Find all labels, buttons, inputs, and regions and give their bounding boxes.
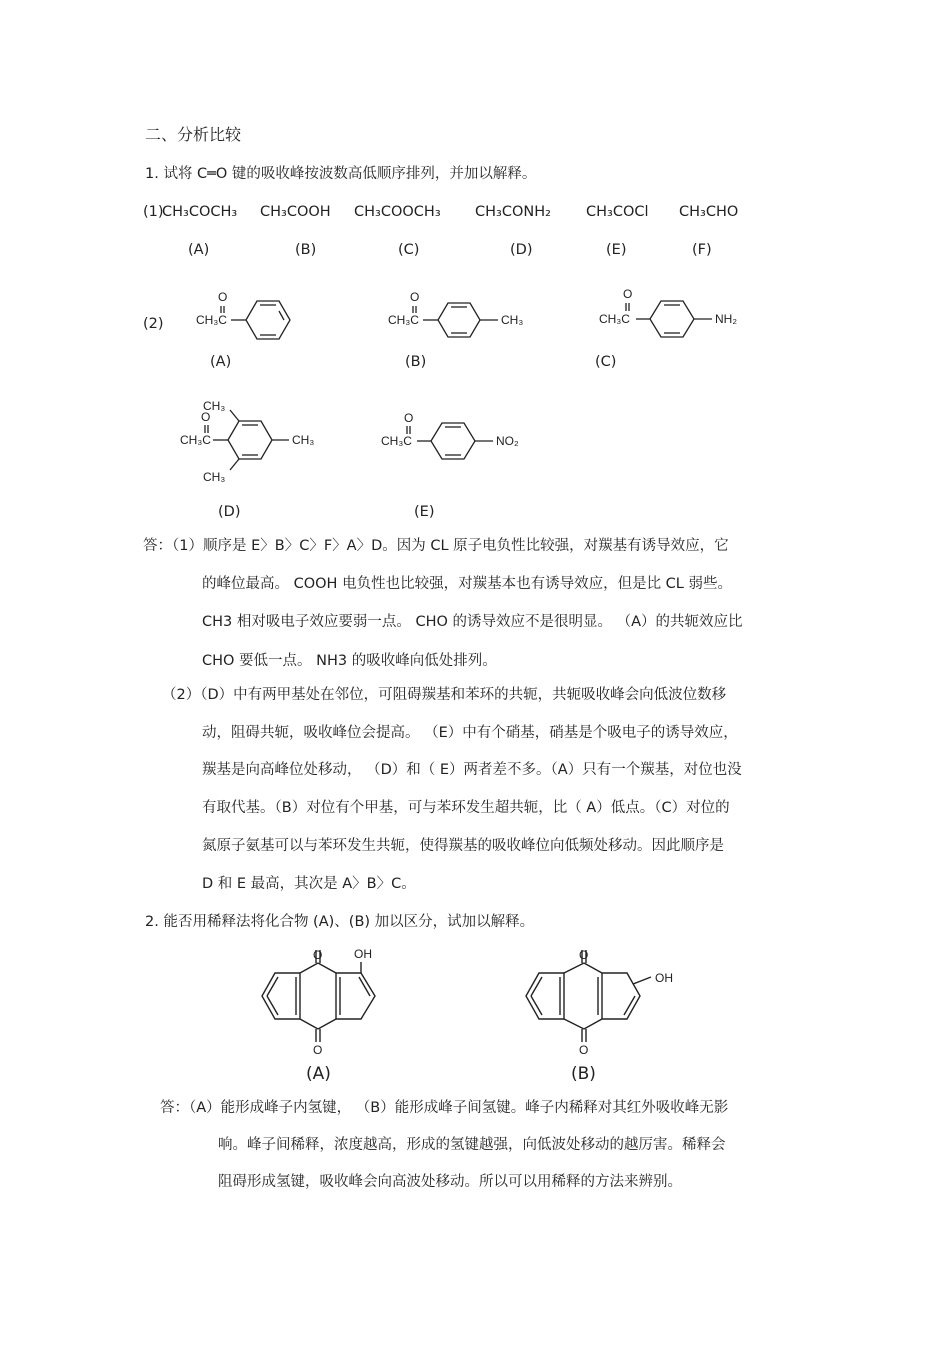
svg-text:NO₂: NO₂ [496, 434, 519, 448]
compound-b: CH₃COOH [260, 204, 331, 220]
svg-text:CH₃: CH₃ [203, 399, 226, 413]
answer1-line: 的峰位最高。 COOH 电负性也比较强，对羰基本也有诱导效应，但是比 CL 弱些。 [202, 576, 732, 592]
svg-text:CH₃C: CH₃C [381, 434, 412, 448]
answer1-line: CHO 要低一点。 NH3 的吸收峰向低处排列。 [202, 653, 497, 669]
part1-prefix: (1) [143, 204, 164, 220]
compound-f: CH₃CHO [679, 204, 739, 220]
label-c: (C) [398, 242, 420, 258]
answer1-line: 氮原子氨基可以与苯环发生共轭，使得羰基的吸收峰位向低频处移动。因此顺序是 [202, 838, 724, 854]
compound-a: CH₃COCH₃ [162, 204, 238, 220]
label-b: (B) [295, 242, 317, 258]
label-f: (F) [692, 242, 712, 258]
atom-ch3c-a: CH₃C [196, 313, 227, 327]
compound-c: CH₃COOCH₃ [354, 204, 441, 220]
q2-label-a: (A) [306, 1064, 331, 1084]
svg-text:CH₃C: CH₃C [599, 312, 630, 326]
section-title: 二、分析比较 [145, 125, 242, 144]
svg-text:CH₃: CH₃ [501, 313, 524, 327]
svg-text:CH₃C: CH₃C [180, 433, 211, 447]
atom-o-top-b: O [579, 948, 589, 962]
answer1-line: （2）（D）中有两甲基处在邻位，可阻碍羰基和苯环的共轭，共轭吸收峰会向低波位数移 [162, 687, 727, 703]
q2-prompt: 2. 能否用稀释法将化合物 (A)、(B) 加以区分，试加以解释。 [145, 914, 535, 930]
svg-text:O: O [404, 411, 414, 425]
svg-text:O: O [201, 410, 211, 424]
answer1-line: CH3 相对吸电子效应要弱一点。 CHO 的诱导效应不是很明显。 （A）的共轭效应比 [202, 614, 743, 630]
svg-text:NH₂: NH₂ [715, 312, 737, 326]
atom-oh-b: OH [655, 971, 673, 985]
q2-label-b: (B) [571, 1064, 596, 1084]
svg-text:O: O [410, 290, 420, 304]
atom-oh-a: OH [354, 947, 372, 961]
atom-o-top-a: O [313, 948, 323, 962]
atom-o-bottom-b: O [579, 1043, 589, 1057]
compound-d: CH₃CONH₂ [475, 204, 551, 220]
struct-label-e: (E) [414, 504, 435, 520]
answer1-line: 答：（1）顺序是 E〉B〉C〉F〉A〉D。因为 CL 原子电负性比较强，对羰基有诱导效应，它 [143, 538, 729, 554]
answer2-line: 答：（A）能形成峰子内氢键， （B）能形成峰子间氢键。峰子内稀释对其红外吸收峰无影 [160, 1100, 729, 1116]
svg-text:CH₃C: CH₃C [388, 313, 419, 327]
svg-text:CH₃: CH₃ [292, 433, 315, 447]
answer1-line: D 和 E 最高，其次是 A〉B〉C。 [202, 876, 416, 892]
struct-label-a: (A) [210, 354, 232, 370]
atom-o-a: O [218, 290, 228, 304]
label-d: (D) [510, 242, 533, 258]
ring-right-a [336, 973, 375, 1019]
svg-text:O: O [623, 287, 633, 301]
svg-text:CH₃: CH₃ [203, 470, 226, 484]
struct-label-b: (B) [405, 354, 427, 370]
compound-e: CH₃COCl [586, 204, 649, 220]
answer1-line: 羰基是向高峰位处移动， （D）和（ E）两者差不多。（A）只有一个羰基，对位也没 [202, 762, 742, 778]
struct-label-d: (D) [218, 504, 241, 520]
label-e: (E) [606, 242, 627, 258]
answer2-line: 阻碍形成氢键，吸收峰会向高波处移动。所以可以用稀释的方法来辨别。 [218, 1174, 682, 1190]
answer1-line: 动，阻碍共轭，吸收峰位会提高。 （E）中有个硝基，硝基是个吸电子的诱导效应， [202, 725, 738, 741]
atom-o-bottom-a: O [313, 1043, 323, 1057]
answer2-line: 响。峰子间稀释，浓度越高，形成的氢键越强，向低波处移动的越厉害。稀释会 [218, 1137, 726, 1153]
q1-prompt: 1. 试将 C═O 键的吸收峰按波数高低顺序排列，并加以解释。 [145, 166, 537, 182]
label-a: (A) [188, 242, 210, 258]
struct-label-c: (C) [595, 354, 617, 370]
part2-prefix: (2) [143, 316, 164, 332]
answer1-line: 有取代基。（B）对位有个甲基，可与苯环发生超共轭，比（ A）低点。（C）对位的 [202, 800, 730, 816]
